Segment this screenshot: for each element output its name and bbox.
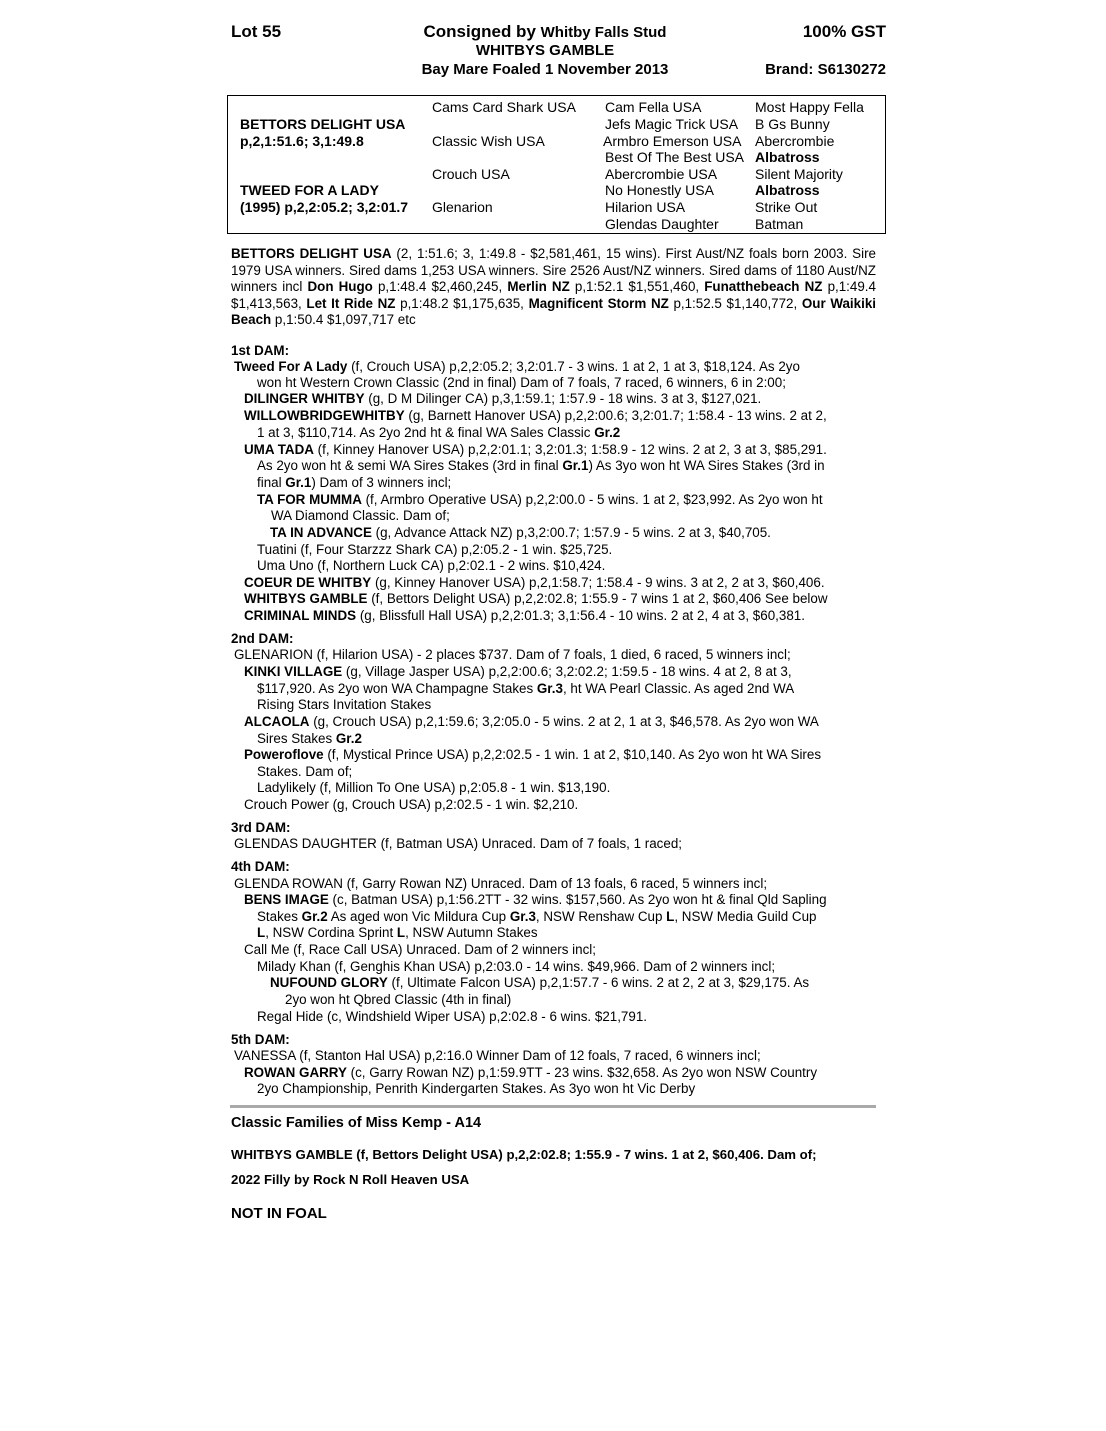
- progeny-text: (g, Village Jasper USA) p,2,2:00.6; 3,2:02.2; 1:59.5 - 18 wins. 4 at 2, 8 at 3,: [342, 664, 792, 679]
- progeny-name: Our Waikiki Beach: [231, 295, 876, 328]
- pedigree-table: [227, 95, 886, 234]
- group-grade: Gr.1: [285, 475, 312, 490]
- progeny-name: COEUR DE WHITBY: [244, 575, 372, 590]
- progeny-line: [270, 525, 771, 542]
- pedigree-ancestor: Glendas Daughter: [605, 216, 719, 232]
- progeny-text: (g, Kinney Hanover USA) p,2,1:58.7; 1:58.4 - 9 wins. 3 at 2, 2 at 3, $60,406.: [371, 575, 825, 590]
- progeny-line: Tuatini (f, Four Starzzz Shark CA) p,2:05.2 - 1 win. $25,725.: [257, 542, 613, 557]
- progeny-name: WHITBYS GAMBLE: [244, 591, 368, 606]
- consigned-label: Consigned by: [423, 22, 536, 41]
- progeny-text: (c, Garry Rowan NZ) p,1:59.9TT - 23 wins. $32,658. As 2yo won NSW Country: [346, 1065, 818, 1080]
- family-heading: Classic Families of Miss Kemp - A14: [231, 1115, 482, 1131]
- progeny-text: (f, Armbro Operative USA) p,2,2:00.0 - 5 wins. 1 at 2, $23,992. As 2yo won ht: [361, 492, 823, 507]
- progeny-name: KINKI VILLAGE: [244, 664, 343, 679]
- progeny-text: , NSW Renshaw Cup: [535, 909, 667, 924]
- pedigree-ancestor: Most Happy Fella: [755, 99, 864, 115]
- progeny-text: , ht WA Pearl Classic. As aged 2nd WA: [562, 681, 795, 696]
- progeny-text: (g, Advance Attack NZ) p,3,2:00.7; 1:57.9 - 5 wins. 2 at 3, $40,705.: [371, 525, 771, 540]
- listed-grade: L: [396, 925, 406, 940]
- progeny-line: [244, 892, 827, 909]
- sire-summary: [231, 246, 876, 329]
- progeny-name: WILLOWBRIDGEWHITBY: [244, 408, 405, 423]
- pedigree-ancestor: Silent Majority: [755, 166, 843, 182]
- progeny-name: TA IN ADVANCE: [270, 525, 372, 540]
- group-grade: Gr.2: [594, 425, 621, 440]
- progeny-line: [244, 1065, 817, 1082]
- progeny-text: 1 at 3, $110,714. As 2yo 2nd ht & final WA Sales Classic: [257, 425, 595, 440]
- progeny-line: [257, 475, 451, 492]
- progeny-line: 2yo Championship, Penrith Kindergarten Stakes. As 3yo won ht Vic Derby: [257, 1081, 696, 1096]
- pedigree-ancestor: Armbro Emerson USA: [603, 133, 742, 149]
- dam-line: VANESSA (f, Stanton Hal USA) p,2:16.0 Winner Dam of 12 foals, 7 raced, 6 winners incl;: [234, 1048, 761, 1063]
- progeny-text: ) Dam of 3 winners incl;: [311, 475, 452, 490]
- progeny-text: (f, Kinney Hanover USA) p,2,2:01.1; 3,2:01.3; 1:58.9 - 12 wins. 2 at 2, 3 at 3, $85,291.: [313, 442, 827, 457]
- progeny-name: CRIMINAL MINDS: [244, 608, 357, 623]
- pedigree-ancestor: Jefs Magic Trick USA: [605, 116, 739, 132]
- pedigree-dam: TWEED FOR A LADY: [240, 182, 379, 198]
- group-grade: Gr.3: [509, 909, 536, 924]
- first-dam-heading: 1st DAM:: [231, 343, 290, 358]
- progeny-name: Magnificent Storm NZ: [528, 295, 669, 311]
- progeny-line: Uma Uno (f, Northern Luck CA) p,2:02.1 - 2 wins. $10,424.: [257, 558, 606, 573]
- progeny-line: [244, 608, 805, 625]
- progeny-line: [257, 458, 825, 475]
- sire-name: BETTORS DELIGHT USA: [231, 246, 392, 261]
- pedigree-ancestor: Abercrombie USA: [605, 166, 718, 182]
- pedigree-ancestor: Hilarion USA: [605, 199, 686, 215]
- group-grade: Gr.2: [301, 909, 328, 924]
- progeny-line: Rising Stars Invitation Stakes: [257, 697, 432, 712]
- progeny-line: [244, 714, 819, 731]
- pedigree-ancestor: Albatross: [755, 182, 820, 198]
- progeny-text: Stakes: [257, 909, 302, 924]
- progeny-text: (c, Batman USA) p,1:56.2TT - 32 wins. $157,560. As 2yo won ht & final Qld Sapling: [328, 892, 827, 907]
- progeny-record: p,1:49.4 $1,413,563,: [231, 279, 876, 311]
- horse-description: Bay Mare Foaled 1 November 2013: [421, 61, 669, 78]
- progeny-name: ALCAOLA: [244, 714, 310, 729]
- progeny-record: p,1:52.5 $1,140,772,: [668, 295, 802, 311]
- pedigree-ancestor: Albatross: [755, 149, 820, 165]
- listed-grade: L: [666, 909, 675, 924]
- progeny-text: (g, Barnett Hanover USA) p,2,2:00.6; 3,2:01.7; 1:58.4 - 13 wins. 2 at 2,: [404, 408, 827, 423]
- progeny-record: p,1:48.4 $2,460,245,: [372, 279, 508, 295]
- progeny-line: [244, 591, 828, 608]
- listed-grade: L: [257, 925, 266, 940]
- progeny-text: , NSW Cordina Sprint: [265, 925, 397, 940]
- pedigree-ancestor: No Honestly USA: [605, 182, 714, 198]
- progeny-text: , NSW Media Guild Cup: [674, 909, 817, 924]
- horse-summary: WHITBYS GAMBLE (f, Bettors Delight USA) p,2,2:02.8; 1:55.9 - 7 wins. 1 at 2, $60,406. Dam of;: [231, 1147, 817, 1162]
- horse-name: WHITBYS GAMBLE: [475, 42, 615, 59]
- progeny-name: NUFOUND GLORY: [270, 975, 388, 990]
- progeny-line: Regal Hide (c, Windshield Wiper USA) p,2:02.8 - 6 wins. $21,791.: [257, 1009, 647, 1024]
- gst-label: 100% GST: [802, 22, 886, 41]
- progeny-text: As aged won Vic Mildura Cup: [327, 909, 510, 924]
- progeny-line: [244, 664, 792, 681]
- dam-line: [234, 359, 800, 376]
- fourth-dam-heading: 4th DAM:: [231, 859, 290, 874]
- progeny-name: BENS IMAGE: [244, 892, 329, 907]
- progeny-text: final: [257, 475, 286, 490]
- pedigree-grandsire: Cams Card Shark USA: [432, 99, 576, 115]
- progeny-record: p,1:50.4 $1,097,717 etc: [271, 312, 416, 328]
- progeny-line: [244, 391, 761, 408]
- pedigree-ancestor: Abercrombie: [755, 133, 835, 149]
- progeny-line: [244, 408, 827, 425]
- progeny-text: (f, Ultimate Falcon USA) p,2,1:57.7 - 6 wins. 2 at 2, 2 at 3, $29,175. As: [387, 975, 810, 990]
- progeny-name: TA FOR MUMMA: [257, 492, 362, 507]
- pedigree-ancestor: Cam Fella USA: [605, 99, 702, 115]
- group-grade: Gr.3: [536, 681, 563, 696]
- third-dam-heading: 3rd DAM:: [231, 820, 291, 835]
- progeny-text: , NSW Autumn Stakes: [405, 925, 538, 940]
- progeny-line: [244, 747, 821, 764]
- progeny-line: [244, 575, 825, 592]
- pedigree-sire-record: p,2,1:51.6; 3,1:49.8: [240, 133, 364, 149]
- progeny-text: (g, Blissfull Hall USA) p,2,2:01.3; 3,1:56.4 - 10 wins. 2 at 2, 4 at 3, $60,381.: [356, 608, 805, 623]
- progeny-record: p,1:52.1 $1,551,460,: [569, 279, 705, 295]
- foal-entry: 2022 Filly by Rock N Roll Heaven USA: [231, 1172, 470, 1187]
- progeny-line: [257, 681, 794, 698]
- lot-number: Lot 55: [231, 22, 282, 41]
- pedigree-granddam: Glenarion: [432, 199, 493, 215]
- progeny-line: [257, 492, 823, 509]
- progeny-text: (f, Bettors Delight USA) p,2,2:02.8; 1:55.9 - 7 wins 1 at 2, $60,406 See below: [367, 591, 828, 606]
- dam-name: Tweed For A Lady: [234, 359, 348, 374]
- dam-line: GLENDAS DAUGHTER (f, Batman USA) Unraced. Dam of 7 foals, 1 raced;: [234, 836, 682, 851]
- progeny-line: [244, 442, 827, 459]
- sire-text: (2, 1:51.6; 3, 1:49.8 - $2,581,461, 15 wins). First Aust/NZ foals born 2003. Sire 1979 USA winners. Sired dams 1,253 USA winners. Sire 2526 Aust/NZ winners. Sired dams of 1180 Aust/NZ winners incl: [231, 246, 876, 295]
- progeny-text: Sires Stakes: [257, 731, 336, 746]
- progeny-line: [257, 909, 816, 926]
- progeny-name: DILINGER WHITBY: [244, 391, 365, 406]
- pedigree-ancestor: Best Of The Best USA: [605, 149, 745, 165]
- progeny-text: (g, Crouch USA) p,2,1:59.6; 3,2:05.0 - 5 wins. 2 at 2, 1 at 3, $46,578. As 2yo won WA: [309, 714, 819, 729]
- progeny-line: Ladylikely (f, Million To One USA) p,2:05.8 - 1 win. $13,190.: [257, 780, 611, 795]
- progeny-name: ROWAN GARRY: [244, 1065, 347, 1080]
- progeny-record: p,1:48.2 $1,175,635,: [395, 295, 529, 311]
- progeny-name: Poweroflove: [244, 747, 324, 762]
- consignor-name: Whitby Falls Stud: [540, 24, 667, 41]
- pedigree-sire: BETTORS DELIGHT USA: [240, 116, 406, 132]
- pedigree-ancestor: Batman: [755, 216, 804, 232]
- progeny-name: UMA TADA: [244, 442, 314, 457]
- progeny-text: (g, D M Dilinger CA) p,3,1:59.1; 1:57.9 - 18 wins. 3 at 3, $127,021.: [364, 391, 762, 406]
- progeny-text: As 2yo won ht & semi WA Sires Stakes (3rd in final: [257, 458, 563, 473]
- second-dam-heading: 2nd DAM:: [231, 631, 294, 646]
- progeny-line: [270, 975, 809, 992]
- pedigree-dam-record: (1995) p,2,2:05.2; 3,2:01.7: [240, 199, 409, 215]
- dam-text: (f, Crouch USA) p,2,2:05.2; 3,2:01.7 - 3 wins. 1 at 2, 1 at 3, $18,124. As 2yo: [347, 359, 800, 374]
- progeny-line: Crouch Power (g, Crouch USA) p,2:02.5 - 1 win. $2,210.: [244, 797, 579, 812]
- progeny-text: $117,920. As 2yo won WA Champagne Stakes: [257, 681, 537, 696]
- progeny-name: Merlin NZ: [507, 279, 570, 295]
- progeny-line: Call Me (f, Race Call USA) Unraced. Dam of 2 winners incl;: [244, 942, 596, 957]
- progeny-text: ) As 3yo won ht WA Sires Stakes (3rd in: [588, 458, 825, 473]
- pedigree-grandsire: Crouch USA: [432, 166, 510, 182]
- progeny-line: [257, 925, 538, 942]
- group-grade: Gr.2: [335, 731, 362, 746]
- section-divider: [230, 1105, 876, 1108]
- progeny-line: Milady Khan (f, Genghis Khan USA) p,2:03.0 - 14 wins. $49,966. Dam of 2 winners incl;: [257, 959, 776, 974]
- pedigree-ancestor: B Gs Bunny: [755, 116, 830, 132]
- progeny-line: [257, 731, 362, 748]
- consigned-by: [0, 22, 1090, 42]
- brand-label: Brand: S6130272: [765, 61, 886, 78]
- fifth-dam-heading: 5th DAM:: [231, 1032, 290, 1047]
- dam-line: GLENARION (f, Hilarion USA) - 2 places $737. Dam of 7 foals, 1 died, 6 raced, 5 winners incl;: [234, 647, 791, 662]
- foal-status: NOT IN FOAL: [231, 1205, 327, 1222]
- progeny-name: Let It Ride NZ: [306, 295, 396, 311]
- progeny-text: (f, Mystical Prince USA) p,2,2:02.5 - 1 win. 1 at 2, $10,140. As 2yo won ht WA Sires: [323, 747, 822, 762]
- group-grade: Gr.1: [562, 458, 589, 473]
- pedigree-ancestor: Strike Out: [755, 199, 818, 215]
- progeny-line: WA Diamond Classic. Dam of;: [271, 508, 450, 523]
- dam-line: GLENDA ROWAN (f, Garry Rowan NZ) Unraced. Dam of 13 foals, 6 raced, 5 winners incl;: [234, 876, 768, 891]
- dam-line: won ht Western Crown Classic (2nd in final) Dam of 7 foals, 7 raced, 6 winners, 6 in 2:00;: [257, 375, 786, 390]
- pedigree-granddam: Classic Wish USA: [432, 133, 545, 149]
- progeny-line: 2yo won ht Qbred Classic (4th in final): [285, 992, 512, 1007]
- progeny-name: Don Hugo: [307, 279, 373, 295]
- progeny-line: Stakes. Dam of;: [257, 764, 353, 779]
- progeny-line: [257, 425, 620, 442]
- progeny-name: Funatthebeach NZ: [704, 279, 823, 295]
